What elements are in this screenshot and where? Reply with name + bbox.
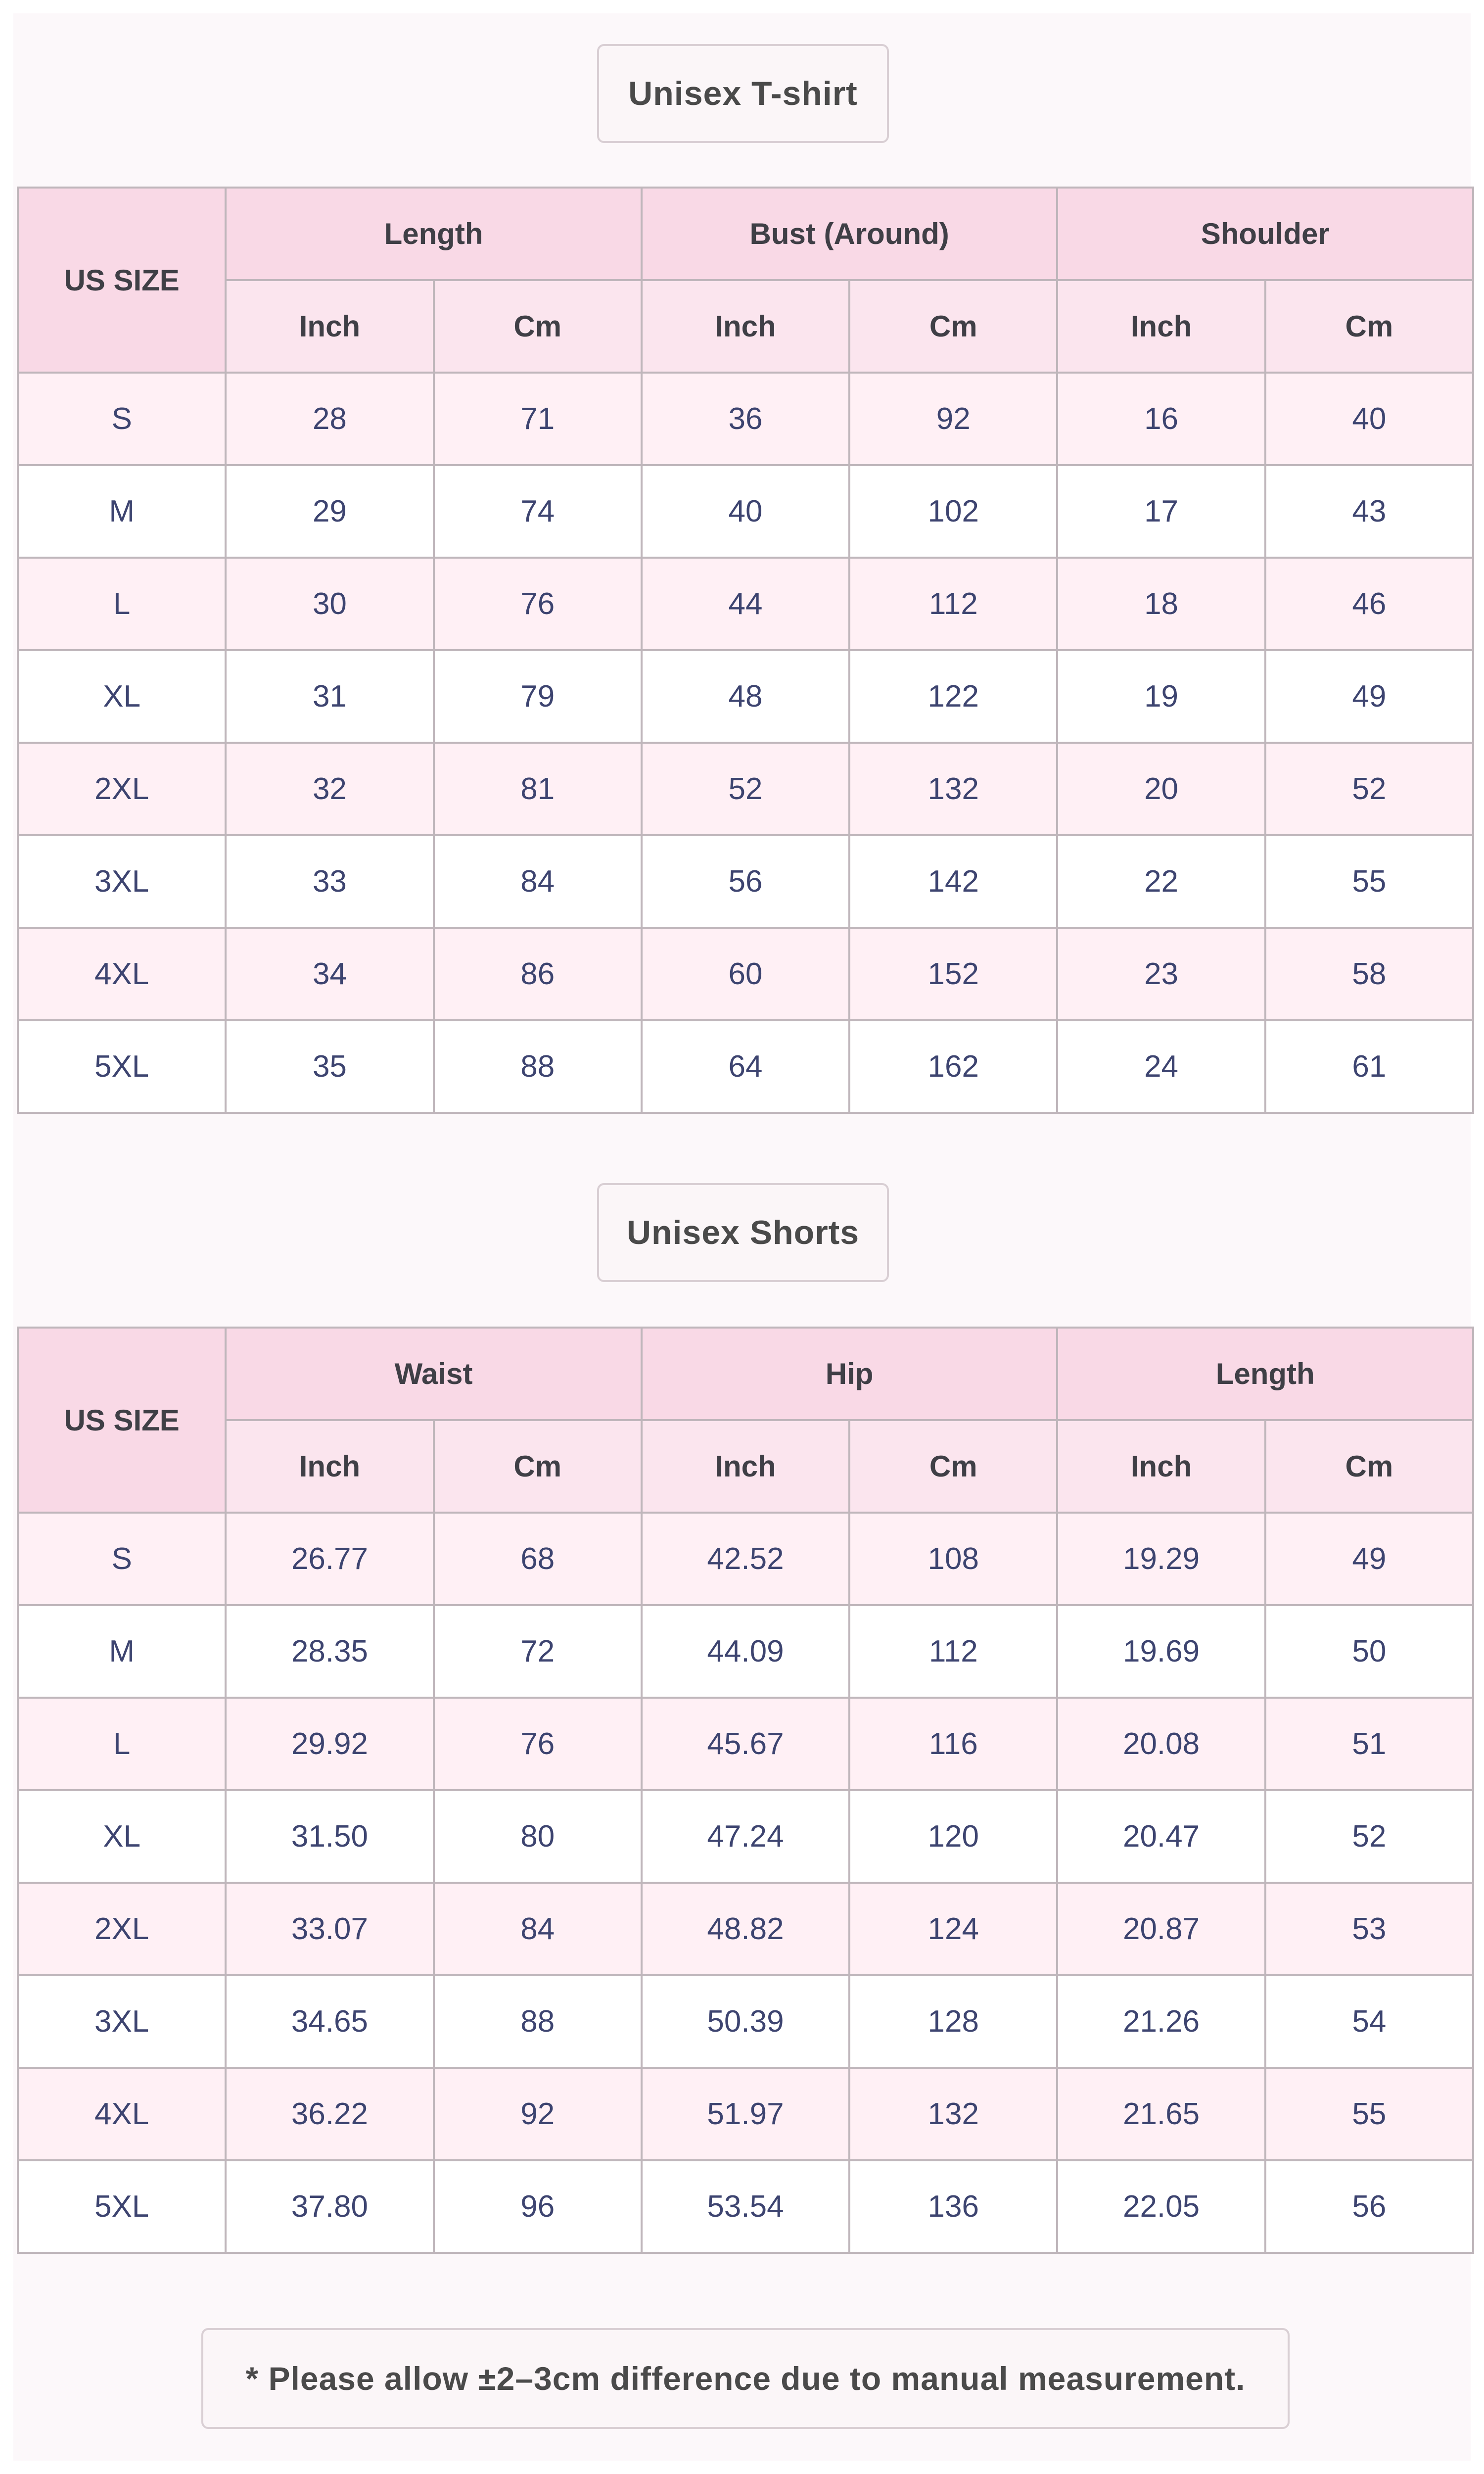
measurement-cell: 23 [1057, 928, 1265, 1020]
length-header: Length [1057, 1328, 1473, 1420]
table-row [18, 2160, 1473, 2253]
measurement-cell: 24 [1057, 1020, 1265, 1113]
length-header: Length [226, 188, 642, 280]
us-size-header: US SIZE [18, 188, 226, 373]
measurement-cell: 55 [1265, 835, 1473, 928]
table-row [18, 650, 1473, 743]
measurement-cell: 34 [226, 928, 433, 1020]
unit-header: Cm [849, 280, 1057, 373]
measurement-cell: 42.52 [642, 1513, 849, 1605]
measurement-cell: 56 [642, 835, 849, 928]
table-row [18, 373, 1473, 465]
measurement-cell: 31 [226, 650, 433, 743]
measurement-cell: 31.50 [226, 1790, 433, 1883]
measurement-cell: 33 [226, 835, 433, 928]
measurement-cell: 36.22 [226, 2068, 433, 2160]
measurement-cell: 20.47 [1057, 1790, 1265, 1883]
table-subheader-row [18, 1420, 1473, 1513]
size-label-cell: XL [18, 1790, 226, 1883]
measurement-note: * Please allow ±2–3cm difference due to manual measurement. [201, 2328, 1290, 2429]
table-row [18, 1698, 1473, 1790]
measurement-cell: 22.05 [1057, 2160, 1265, 2253]
measurement-cell: 44.09 [642, 1605, 849, 1698]
measurement-cell: 19.29 [1057, 1513, 1265, 1605]
table-row [18, 1605, 1473, 1698]
size-label-cell: L [18, 558, 226, 650]
size-label-cell: XL [18, 650, 226, 743]
measurement-cell: 61 [1265, 1020, 1473, 1113]
measurement-cell: 152 [849, 928, 1057, 1020]
measurement-cell: 19.69 [1057, 1605, 1265, 1698]
measurement-cell: 29 [226, 465, 433, 558]
table-row [18, 2068, 1473, 2160]
measurement-cell: 128 [849, 1975, 1057, 2068]
measurement-cell: 60 [642, 928, 849, 1020]
table-row [18, 1790, 1473, 1883]
size-label-cell: 2XL [18, 1883, 226, 1975]
measurement-cell: 88 [434, 1020, 642, 1113]
measurement-cell: 68 [434, 1513, 642, 1605]
measurement-cell: 26.77 [226, 1513, 433, 1605]
measurement-cell: 49 [1265, 650, 1473, 743]
measurement-cell: 21.26 [1057, 1975, 1265, 2068]
measurement-cell: 132 [849, 743, 1057, 835]
waist-header: Waist [226, 1328, 642, 1420]
tshirt-title: Unisex T-shirt [597, 44, 889, 143]
measurement-cell: 50.39 [642, 1975, 849, 2068]
measurement-cell: 34.65 [226, 1975, 433, 2068]
size-label-cell: L [18, 1698, 226, 1790]
measurement-cell: 51.97 [642, 2068, 849, 2160]
measurement-cell: 32 [226, 743, 433, 835]
size-label-cell: 3XL [18, 835, 226, 928]
table-row [18, 1975, 1473, 2068]
measurement-cell: 112 [849, 558, 1057, 650]
table-row [18, 835, 1473, 928]
measurement-cell: 50 [1265, 1605, 1473, 1698]
measurement-cell: 56 [1265, 2160, 1473, 2253]
unit-header: Inch [642, 1420, 849, 1513]
size-label-cell: S [18, 1513, 226, 1605]
measurement-cell: 40 [1265, 373, 1473, 465]
measurement-cell: 76 [434, 558, 642, 650]
unit-header: Cm [434, 1420, 642, 1513]
measurement-cell: 20.08 [1057, 1698, 1265, 1790]
table-row [18, 928, 1473, 1020]
measurement-cell: 120 [849, 1790, 1057, 1883]
measurement-cell: 53.54 [642, 2160, 849, 2253]
measurement-cell: 29.92 [226, 1698, 433, 1790]
size-label-cell: 2XL [18, 743, 226, 835]
measurement-cell: 79 [434, 650, 642, 743]
measurement-cell: 40 [642, 465, 849, 558]
measurement-cell: 52 [1265, 1790, 1473, 1883]
bust-header: Bust (Around) [642, 188, 1058, 280]
measurement-cell: 112 [849, 1605, 1057, 1698]
unit-header: Inch [1057, 1420, 1265, 1513]
measurement-cell: 136 [849, 2160, 1057, 2253]
measurement-cell: 84 [434, 835, 642, 928]
measurement-cell: 92 [849, 373, 1057, 465]
size-label-cell: 4XL [18, 2068, 226, 2160]
measurement-cell: 48.82 [642, 1883, 849, 1975]
measurement-cell: 116 [849, 1698, 1057, 1790]
measurement-cell: 17 [1057, 465, 1265, 558]
measurement-cell: 74 [434, 465, 642, 558]
table-header-row [18, 1328, 1473, 1420]
measurement-cell: 81 [434, 743, 642, 835]
hip-header: Hip [642, 1328, 1058, 1420]
measurement-cell: 54 [1265, 1975, 1473, 2068]
measurement-cell: 48 [642, 650, 849, 743]
measurement-cell: 44 [642, 558, 849, 650]
measurement-cell: 37.80 [226, 2160, 433, 2253]
measurement-cell: 122 [849, 650, 1057, 743]
measurement-cell: 46 [1265, 558, 1473, 650]
measurement-cell: 28 [226, 373, 433, 465]
shorts-size-table [17, 1327, 1474, 2254]
measurement-cell: 21.65 [1057, 2068, 1265, 2160]
size-label-cell: M [18, 1605, 226, 1698]
measurement-cell: 92 [434, 2068, 642, 2160]
unit-header: Cm [849, 1420, 1057, 1513]
measurement-cell: 52 [1265, 743, 1473, 835]
unit-header: Inch [642, 280, 849, 373]
table-row [18, 1020, 1473, 1113]
size-chart-page [13, 13, 1471, 2461]
size-label-cell: 4XL [18, 928, 226, 1020]
measurement-cell: 22 [1057, 835, 1265, 928]
unit-header: Cm [1265, 280, 1473, 373]
measurement-cell: 47.24 [642, 1790, 849, 1883]
unit-header: Inch [226, 280, 433, 373]
measurement-cell: 96 [434, 2160, 642, 2253]
measurement-cell: 51 [1265, 1698, 1473, 1790]
table-row [18, 1883, 1473, 1975]
table-row [18, 465, 1473, 558]
measurement-cell: 20.87 [1057, 1883, 1265, 1975]
measurement-cell: 86 [434, 928, 642, 1020]
measurement-cell: 20 [1057, 743, 1265, 835]
measurement-cell: 19 [1057, 650, 1265, 743]
size-label-cell: S [18, 373, 226, 465]
shoulder-header: Shoulder [1057, 188, 1473, 280]
tshirt-size-table [17, 187, 1474, 1114]
measurement-cell: 43 [1265, 465, 1473, 558]
measurement-cell: 55 [1265, 2068, 1473, 2160]
measurement-cell: 30 [226, 558, 433, 650]
measurement-cell: 16 [1057, 373, 1265, 465]
table-row [18, 1513, 1473, 1605]
unit-header: Cm [1265, 1420, 1473, 1513]
measurement-cell: 58 [1265, 928, 1473, 1020]
unit-header: Inch [1057, 280, 1265, 373]
measurement-cell: 18 [1057, 558, 1265, 650]
measurement-cell: 162 [849, 1020, 1057, 1113]
table-row [18, 743, 1473, 835]
measurement-cell: 64 [642, 1020, 849, 1113]
tshirt-table-body [18, 373, 1473, 1113]
measurement-cell: 132 [849, 2068, 1057, 2160]
measurement-cell: 80 [434, 1790, 642, 1883]
size-label-cell: 5XL [18, 1020, 226, 1113]
size-label-cell: 5XL [18, 2160, 226, 2253]
measurement-cell: 71 [434, 373, 642, 465]
measurement-cell: 33.07 [226, 1883, 433, 1975]
shorts-title: Unisex Shorts [597, 1183, 889, 1282]
measurement-cell: 49 [1265, 1513, 1473, 1605]
measurement-cell: 124 [849, 1883, 1057, 1975]
measurement-cell: 53 [1265, 1883, 1473, 1975]
table-subheader-row [18, 280, 1473, 373]
measurement-cell: 142 [849, 835, 1057, 928]
measurement-cell: 72 [434, 1605, 642, 1698]
measurement-cell: 36 [642, 373, 849, 465]
measurement-cell: 84 [434, 1883, 642, 1975]
table-row [18, 558, 1473, 650]
size-label-cell: 3XL [18, 1975, 226, 2068]
measurement-cell: 88 [434, 1975, 642, 2068]
unit-header: Cm [434, 280, 642, 373]
size-label-cell: M [18, 465, 226, 558]
table-header-row [18, 188, 1473, 280]
measurement-cell: 108 [849, 1513, 1057, 1605]
measurement-cell: 45.67 [642, 1698, 849, 1790]
measurement-cell: 76 [434, 1698, 642, 1790]
measurement-cell: 28.35 [226, 1605, 433, 1698]
measurement-cell: 35 [226, 1020, 433, 1113]
shorts-table-body [18, 1513, 1473, 2253]
us-size-header: US SIZE [18, 1328, 226, 1513]
unit-header: Inch [226, 1420, 433, 1513]
measurement-cell: 52 [642, 743, 849, 835]
measurement-cell: 102 [849, 465, 1057, 558]
